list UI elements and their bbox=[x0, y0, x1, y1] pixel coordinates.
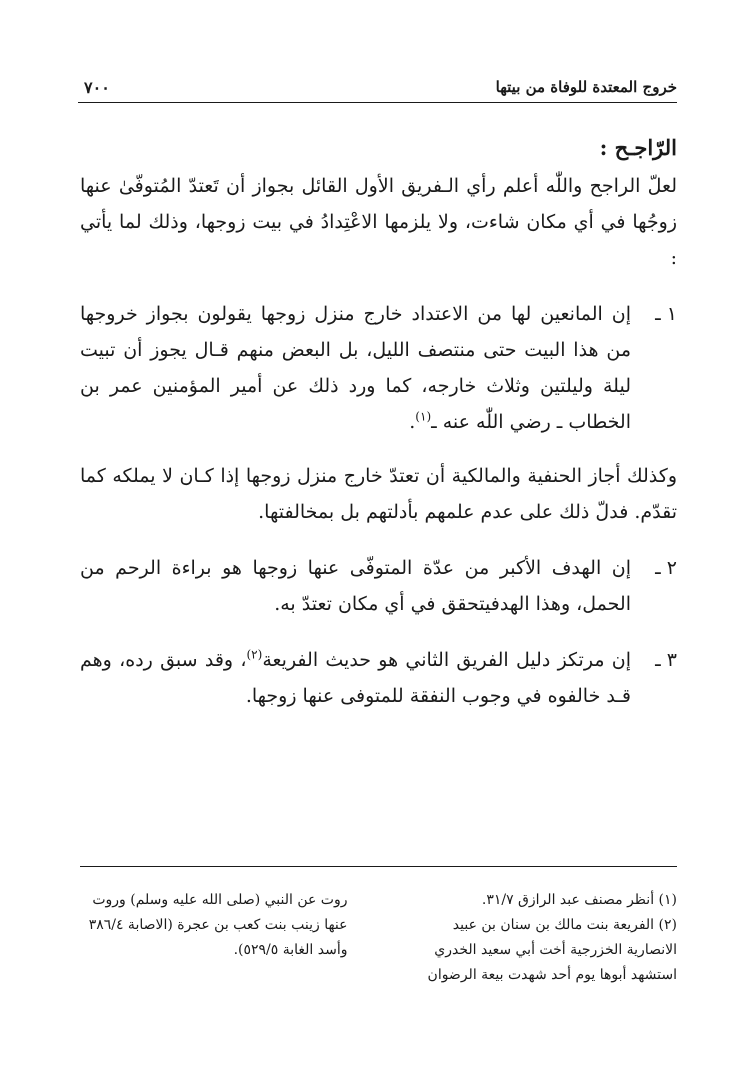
item-text-body: إن مرتكز دليل الفريق الثاني هو حديث الفريعة bbox=[262, 649, 631, 671]
footnote-1: (١) أنظر مصنف عبد الرازق ٣١/٧. bbox=[481, 892, 677, 908]
footnotes bbox=[80, 888, 677, 988]
item-text: إن الهدف الأكبر من عدّة المتوفّى عنها زوجها هو براءة الرحم من الحمل، وهذا الهدفيتحقق في أي مكان تعتدّ به. bbox=[80, 557, 631, 615]
item-text bbox=[80, 296, 631, 440]
list-item-3 bbox=[80, 642, 677, 714]
main-text bbox=[80, 130, 677, 714]
item-number: ١ ـ bbox=[655, 303, 677, 325]
footnote-ref-2[interactable]: (٢) bbox=[246, 647, 263, 662]
item-text-body: إن المانعين لها من الاعتداد خارج منزل زوجها يقولون بجواز خروجها من هذا البيت حتى منتصف الليل، بل البعض منهم قـال يجوز أن تبيت ليلة وليلتين وثلاث خارجه، كما ورد ذلك عن أمير المؤمنين عمر بن الخطاب ـ رضي اللّٰه عنه ـ bbox=[80, 303, 631, 433]
footnote-divider bbox=[80, 866, 677, 867]
section-heading: الرّاجـح : bbox=[599, 135, 677, 160]
running-header bbox=[78, 72, 677, 103]
footnote-2: (٢) الفريعة بنت مالك بن سنان بن عبيد الانصارية الخزرجية أخت أبي سعيد الخدري استشهد أبوها يوم أحد شهدت بيعة الرضوان روت عن النبي (صلى الله عليه وسلم) وروت عنها زينب بنت كعب بن عجرة (الاصابة ٣٨٦/٤ وأسد الغابة ٥٢٩/٥). bbox=[88, 892, 677, 983]
item-number: ٣ ـ bbox=[655, 649, 677, 671]
list-item-1 bbox=[80, 296, 677, 440]
item-text-end: . bbox=[409, 411, 416, 433]
item-number: ٢ ـ bbox=[655, 557, 677, 579]
item-text-end: ، وقد سبق رده، وهم قـد خالفوه في وجوب النفقة للمتوفى عنها زوجها. bbox=[80, 649, 631, 707]
list-item-2 bbox=[80, 550, 677, 622]
page-number: ٧٠٠ bbox=[84, 78, 110, 97]
header-title: خروج المعتدة للوفاة من بيتها bbox=[495, 78, 677, 96]
footnote-ref-1[interactable]: (١) bbox=[415, 409, 432, 424]
intro-paragraph: لعلّ الراجح واللّٰه أعلم رأي الـفريق الأول القائل بجواز أن تَعتدّ المُتوفّىٰ عنها زوجُها في أي مكان شاءت، ولا يلزمها الاعْتِدادُ في بيت زوجها، وذلك لما يأتي : bbox=[80, 175, 677, 269]
followup-paragraph: وكذلك أجاز الحنفية والمالكية أن تعتدّ خارج منزل زوجها إذا كـان لا يملكه كما تقدّم. فدلّ ذلك على عدم علمهم بأدلتهم بل بمخالفتها. bbox=[80, 465, 677, 523]
item-text bbox=[80, 642, 631, 714]
